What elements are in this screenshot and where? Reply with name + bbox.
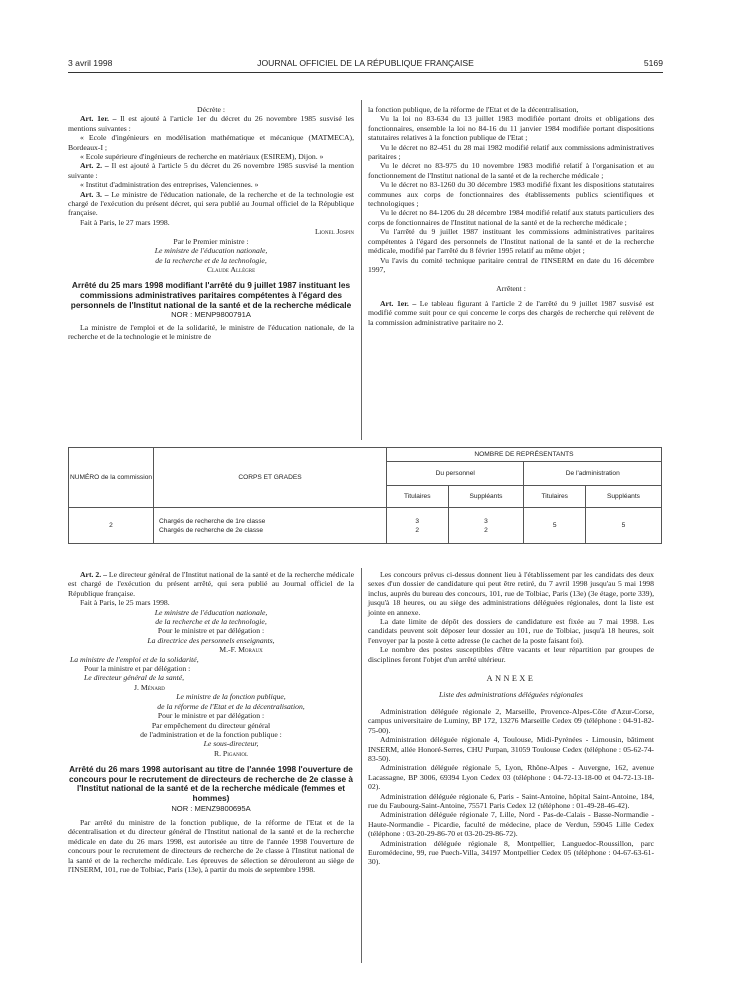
admin-entry: Administration déléguée régionale 4, Toulouse, Midi-Pyrénées - Limousin, bâtiment INSERM, allée Honoré-Serres, CHU Purpan, 31059 Toulouse Cedex (téléphone : 05-62-74-83-50). [368, 735, 654, 763]
arrete1-intro: La ministre de l'emploi et de la solidarité, le ministre de l'éducation nationale, de la recherche et de la technologie et le ministre de [68, 322, 354, 341]
cell-adm-titulaires: 5 [524, 508, 586, 544]
value: 2 [415, 526, 420, 534]
sig-name: R. Piganiol [213, 748, 249, 758]
article-label: Art. 2. – [80, 161, 109, 171]
concours-p1: Les concours prévus ci-dessus donnent lieu à l'établissement par les candidats des deux sexes d'un dossier de candidature qui peut être retiré, du 7 avril 1998 jusqu'au 5 mai 1998 inclus, auprès du bureau des concours, 101, rue de Tolbiac, Paris (13e) (3e étage, porte 339), jusqu'à 18 heures, ou au siège des administrations déléguées régionales, dont la liste est jointe en annexe. [368, 570, 654, 617]
article-text: Le ministre de l'éducation nationale, de la recherche et de la technologie est chargé de l'exécution du présent décret, qui sera publié au Journal officiel de la République française. [68, 189, 355, 218]
th-adm-suppleants: Suppléants [585, 486, 661, 508]
th-personnel: Du personnel [387, 462, 524, 486]
th-numero: NUMÉRO de la commission [69, 448, 154, 508]
sig-line: Pour la ministre et par délégation : [84, 664, 191, 674]
admin-entry: Administration déléguée régionale 8, Montpellier, Languedoc-Roussillon, parc Euromédecine, 99, rue Puech-Villa, 34197 Montpellier Cedex 05 (téléphone : 04-67-63-61-30). [368, 838, 654, 867]
decree-section [68, 105, 354, 341]
arrete2-text: Par arrêté du ministre de la fonction publique, de la réforme de l'Etat et de la décentralisation et du directeur général de l'Institut national de la santé et de la recherche médicale en date du 26 mars 1998, est autorisée au titre de l'année 1998 l'ouverture de concours pour le recrutement de directeurs de recherche de 2e classe à l'Institut national de la santé et de la recherche médicale. Les épreuves de sélection se dérouleront au siège de l'INSERM, 101, rue de Tolbiac, Paris (13e), à partir du mois de septembre 1998. [68, 817, 354, 874]
arrete1-date: Fait à Paris, le 25 mars 1998. [80, 598, 170, 608]
value: 2 [484, 526, 488, 534]
sig-line: Le sous-directeur, [203, 739, 259, 749]
decree-quote-esirem: « Ecole supérieure d'ingénieurs de recherche en matériaux (ESIREM), Dijon. » [80, 152, 324, 162]
arrete1-closing [68, 570, 354, 874]
arrete1-nor: NOR : MENP9800791A [171, 310, 251, 320]
visa-7: Vu l'avis du comité technique paritaire central de l'INSERM en date du 16 décembre 1997, [368, 255, 654, 274]
article-text: Le directeur général de l'Institut national de la santé et de la recherche médicale est chargé de l'exécution du présent arrêté, qui sera publié au Journal officiel de la République française. [68, 570, 354, 598]
arrete1-article-2 [68, 570, 354, 598]
sig-name: M.-F. Moraux [219, 645, 263, 655]
header-rule [68, 72, 663, 73]
arrete1-article-1 [368, 299, 654, 327]
admin-entry: Administration déléguée régionale 5, Lyon, Rhône-Alpes - Auvergne, 162, avenue Lacassagne, BP 3006, 69394 Lyon Cedex 03 (téléphone : 04-72-13-18-00 et 04-72-13-18-02). [368, 763, 654, 792]
visa-6: Vu l'arrêté du 9 juillet 1987 instituant les commissions administratives paritaires compétentes à l'égard des personnels de l'Institut national de la santé et de la recherche médicale, modifié par l'arrêté du 8 février 1995 relatif au même objet ; [368, 227, 654, 256]
header-date: 3 avril 1998 [68, 58, 113, 68]
decree-par: Par le Premier ministre : [173, 236, 249, 246]
value: 3 [415, 517, 420, 525]
cell-pers-titulaires [387, 508, 449, 544]
article-text: Il est ajouté à l'article 5 du décret du 26 novembre 1985 susvisé la mention suivante : [68, 161, 355, 180]
sig-line: Pour le ministre et par délégation : [157, 626, 265, 636]
sig-line: Le ministre de l'éducation nationale, [154, 607, 268, 617]
column-divider-top [361, 100, 362, 440]
th-pers-titulaires: Titulaires [387, 486, 449, 508]
decree-date: Fait à Paris, le 27 mars 1998. [80, 217, 170, 227]
decree-quote-matmeca: « Ecole d'ingénieurs en modélisation mathématique et mécanique (MATMECA), Bordeaux-I ; [68, 133, 354, 152]
th-pers-suppleants: Suppléants [448, 486, 524, 508]
article-label: Art. 2. – [80, 570, 107, 579]
cell-adm-suppleants: 5 [585, 508, 661, 544]
visa-2: Vu le décret no 82-451 du 28 mai 1982 modifié relatif aux commissions administratives paritaires ; [368, 142, 654, 162]
visa-4: Vu le décret no 83-1260 du 30 décembre 1983 modifié fixant les dispositions statutaires communes aux corps de fonctionnaires des établissements publics scientifiques et technologiques ; [368, 180, 654, 209]
header-journal-title: JOURNAL OFFICIEL DE LA RÉPUBLIQUE FRANÇAISE [257, 58, 474, 68]
representatives-table [68, 447, 662, 544]
cell-pers-suppleants [448, 508, 524, 544]
table-row [69, 508, 662, 544]
admin-entry: Administration déléguée régionale 6, Paris - Saint-Antoine, hôpital Saint-Antoine, 184, rue du Faubourg-Saint-Antoine, 75571 Paris Cedex 12 (téléphone : 01-49-28-46-42). [368, 791, 654, 810]
arretent-heading: Arrêtent : [496, 284, 526, 294]
annexe-subtitle: Liste des administrations déléguées régionales [439, 690, 583, 700]
th-corps: CORPS ET GRADES [154, 448, 387, 508]
arrete2-title: Arrêté du 26 mars 1998 autorisant au titre de l'année 1998 l'ouverture de concours pour le recrutement de directeurs de recherche de 2e classe à l'Institut national de la santé et de la recherche médicale (femmes et hommes) [68, 764, 354, 803]
admin-entry: Administration déléguée régionale 7, Lille, Nord - Pas-de-Calais - Basse-Normandie - Haute-Normandie - Picardie, faculté de médecine, place de Verdun, 59045 Lille Cedex (téléphone : 03-20-29-86-70 et 03-20-29-86-72). [368, 810, 654, 839]
article-label: Art. 1er. – [380, 298, 417, 308]
decree-minister-name: Claude Allègre [206, 264, 256, 274]
article-label: Art. 3. – [80, 189, 109, 199]
decree-article-2 [68, 161, 354, 180]
sig-line: Pour le ministre et par délégation : [157, 711, 265, 721]
admin-entry: Administration déléguée régionale 2, Marseille, Provence-Alpes-Côte d'Azur-Corse, campus universitaire de Luminy, BP 172, 13276 Marseille Cedex 09 (téléphone : 04-91-82-75-00). [368, 706, 654, 735]
th-adm-titulaires: Titulaires [524, 486, 586, 508]
visa-1: Vu la loi no 83-634 du 13 juillet 1983 modifiée portant droits et obligations des fonctionnaires, ensemble la loi no 84-16 du 11 janvier 1984 modifiée portant dispositions statutaires relatives à la fonction publique de l'Etat ; [368, 114, 654, 143]
concours-p3: Le nombre des postes susceptibles d'être vacants et leur répartition par groupes de disciplines feront l'objet d'un arrêté ultérieur. [368, 645, 654, 664]
article-text: Le tableau figurant à l'article 2 de l'arrêté du 9 juillet 1987 susvisé est modifié comme suit pour ce qui concerne le corps des chargés de recherche qui relèvent de la commission administrative paritaire no 2. [368, 298, 654, 327]
decree-minister-line1: Le ministre de l'éducation nationale, [154, 246, 268, 256]
visa-p0: la fonction publique, de la réforme de l'Etat et de la décentralisation, [368, 105, 579, 114]
cell-commission-number: 2 [69, 508, 154, 544]
sig-line: La directrice des personnels enseignants, [147, 635, 275, 645]
article-label: Art. 1er. – [80, 114, 117, 124]
sig-line: de la réforme de l'Etat et de la décentralisation, [157, 701, 305, 711]
sig-line: Le ministre de la fonction publique, [176, 692, 286, 702]
decree-article-1 [68, 114, 354, 133]
article-text: Il est ajouté à l'article 1er du décret du 26 novembre 1985 susvisé les mentions suivantes : [68, 114, 354, 133]
decree-quote-iae: « Institut d'administration des entreprises, Valenciennes. » [80, 180, 259, 190]
annexe-heading: ANNEXE [486, 674, 536, 684]
decree-minister-line2: de la recherche et de la technologie, [155, 255, 267, 265]
sig-line: Par empêchement du directeur général [151, 720, 271, 730]
column-divider-bottom [361, 568, 362, 963]
sig-line: de la recherche et de la technologie, [155, 617, 267, 627]
value: 3 [484, 517, 488, 525]
th-administration: De l'administration [524, 462, 662, 486]
arrete1-title: Arrêté du 25 mars 1998 modifiant l'arrêté du 9 juillet 1987 instituant les commissions administratives paritaires compétentes à l'égard des personnels de l'Institut national de la santé et de la recherche médicale [70, 280, 352, 310]
sig-line: La ministre de l'emploi et de la solidarité, [70, 654, 199, 664]
page-header [68, 58, 663, 72]
concours-p2: La date limite de dépôt des dossiers de candidature est fixée au 7 mai 1998. Les candidats peuvent soit déposer leur dossier au 101, rue de Tolbiac, jusqu'à 18 heures, soit l'envoyer par la poste à cette adresse (le cachet de la poste faisant foi). [368, 617, 654, 645]
header-page-number: 5169 [643, 58, 663, 68]
cell-grades [154, 508, 387, 544]
sig-name: J. Ménard [134, 682, 165, 692]
decrete-heading: Décrète : [197, 105, 225, 114]
sig-line: Le directeur général de la santé, [84, 673, 185, 683]
grade-2: Chargés de recherche de 2e classe [159, 526, 264, 534]
visa-5: Vu le décret no 84-1206 du 28 décembre 1984 modifié relatif aux statuts particuliers des corps de fonctionnaires de l'Institut national de la santé et de la recherche médicale ; [368, 208, 654, 227]
grade-1: Chargés de recherche de 1re classe [159, 517, 266, 525]
arrete2-continued [368, 570, 654, 867]
arrete1-visas [368, 105, 654, 327]
th-nombre: NOMBRE DE REPRÉSENTANTS [387, 448, 662, 462]
visa-3: Vu le décret no 83-975 du 10 novembre 1983 modifié relatif à l'organisation et au fonctionnement de l'Institut national de la santé et de la recherche médicale ; [368, 161, 654, 180]
sig-line: de l'administration et de la fonction publique : [140, 729, 282, 739]
decree-signer: Lionel Jospin [314, 227, 354, 237]
decree-article-3 [68, 190, 354, 218]
arrete2-nor: NOR : MENZ9800695A [171, 803, 251, 813]
